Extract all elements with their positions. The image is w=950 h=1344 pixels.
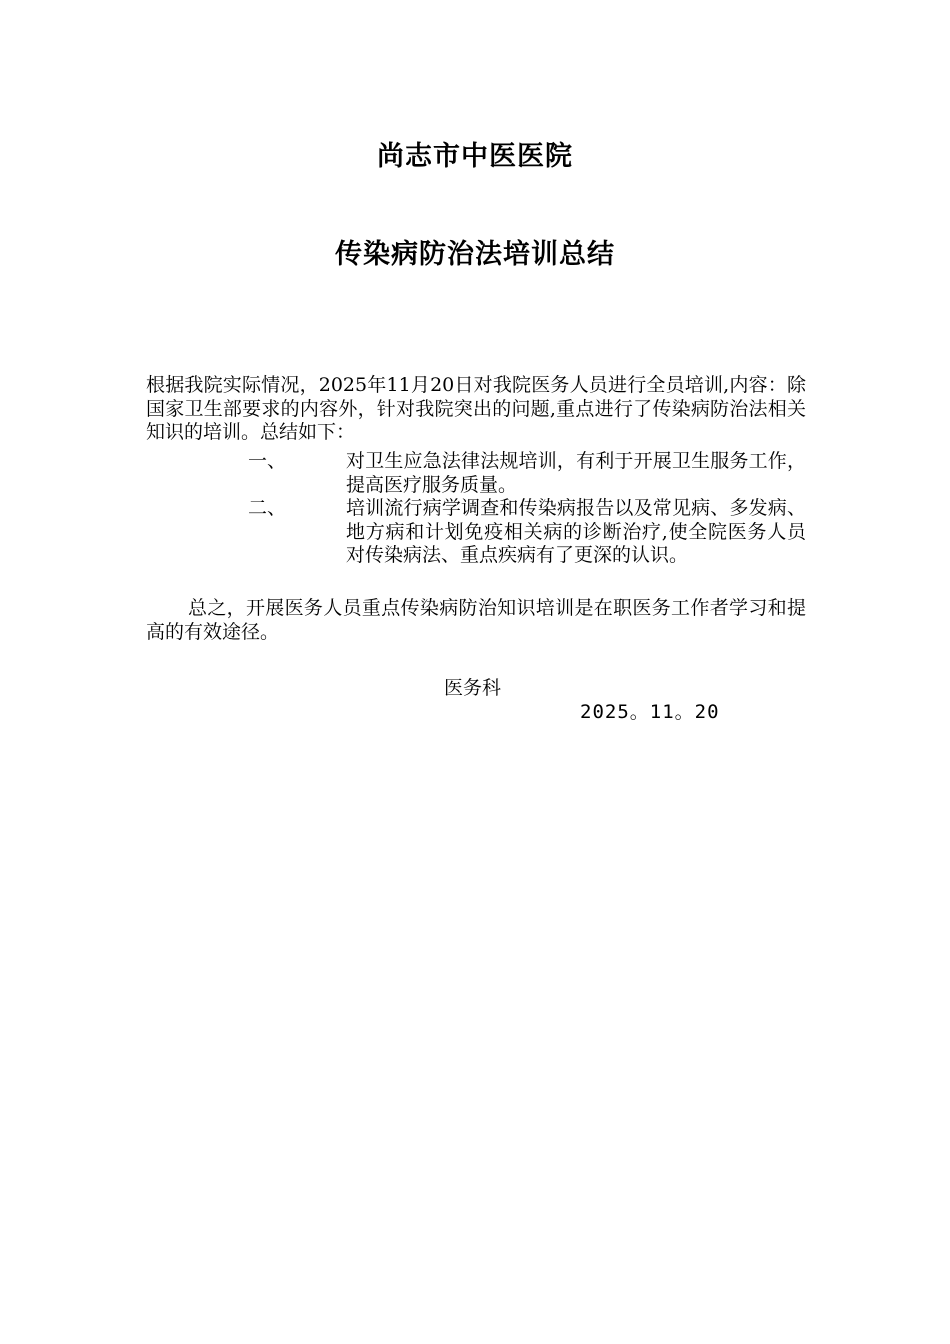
list-item xyxy=(146,497,806,597)
list-item-text: 对卫生应急法律法规培训，有利于开展卫生服务工作，提高医疗服务质量。 xyxy=(346,450,806,496)
document-title: 传染病防治法培训总结 xyxy=(335,239,615,270)
list-item-marker: 一、 xyxy=(248,450,287,472)
signature-department: 医务科 xyxy=(444,677,502,699)
conclusion-paragraph: 总之，开展医务人员重点传染病防治知识培训是在职医务工作者学习和提高的有效途径。 xyxy=(146,597,806,643)
list-item-marker: 二、 xyxy=(248,497,287,519)
organization-title: 尚志市中医医院 xyxy=(377,141,573,172)
intro-paragraph: 根据我院实际情况，2025年11月20日对我院医务人员进行全员培训,内容：除国家卫生部要求的内容外，针对我院突出的问题,重点进行了传染病防治法相关知识的培训。总结如下： xyxy=(146,374,806,443)
document-date: 2025。11。20 xyxy=(580,701,720,723)
list-item xyxy=(146,450,806,500)
list-item-text: 培训流行病学调查和传染病报告以及常见病、多发病、地方病和计划免疫相关病的诊断治疗,使全院医务人员对传染病法、重点疾病有了更深的认识。 xyxy=(346,497,806,566)
